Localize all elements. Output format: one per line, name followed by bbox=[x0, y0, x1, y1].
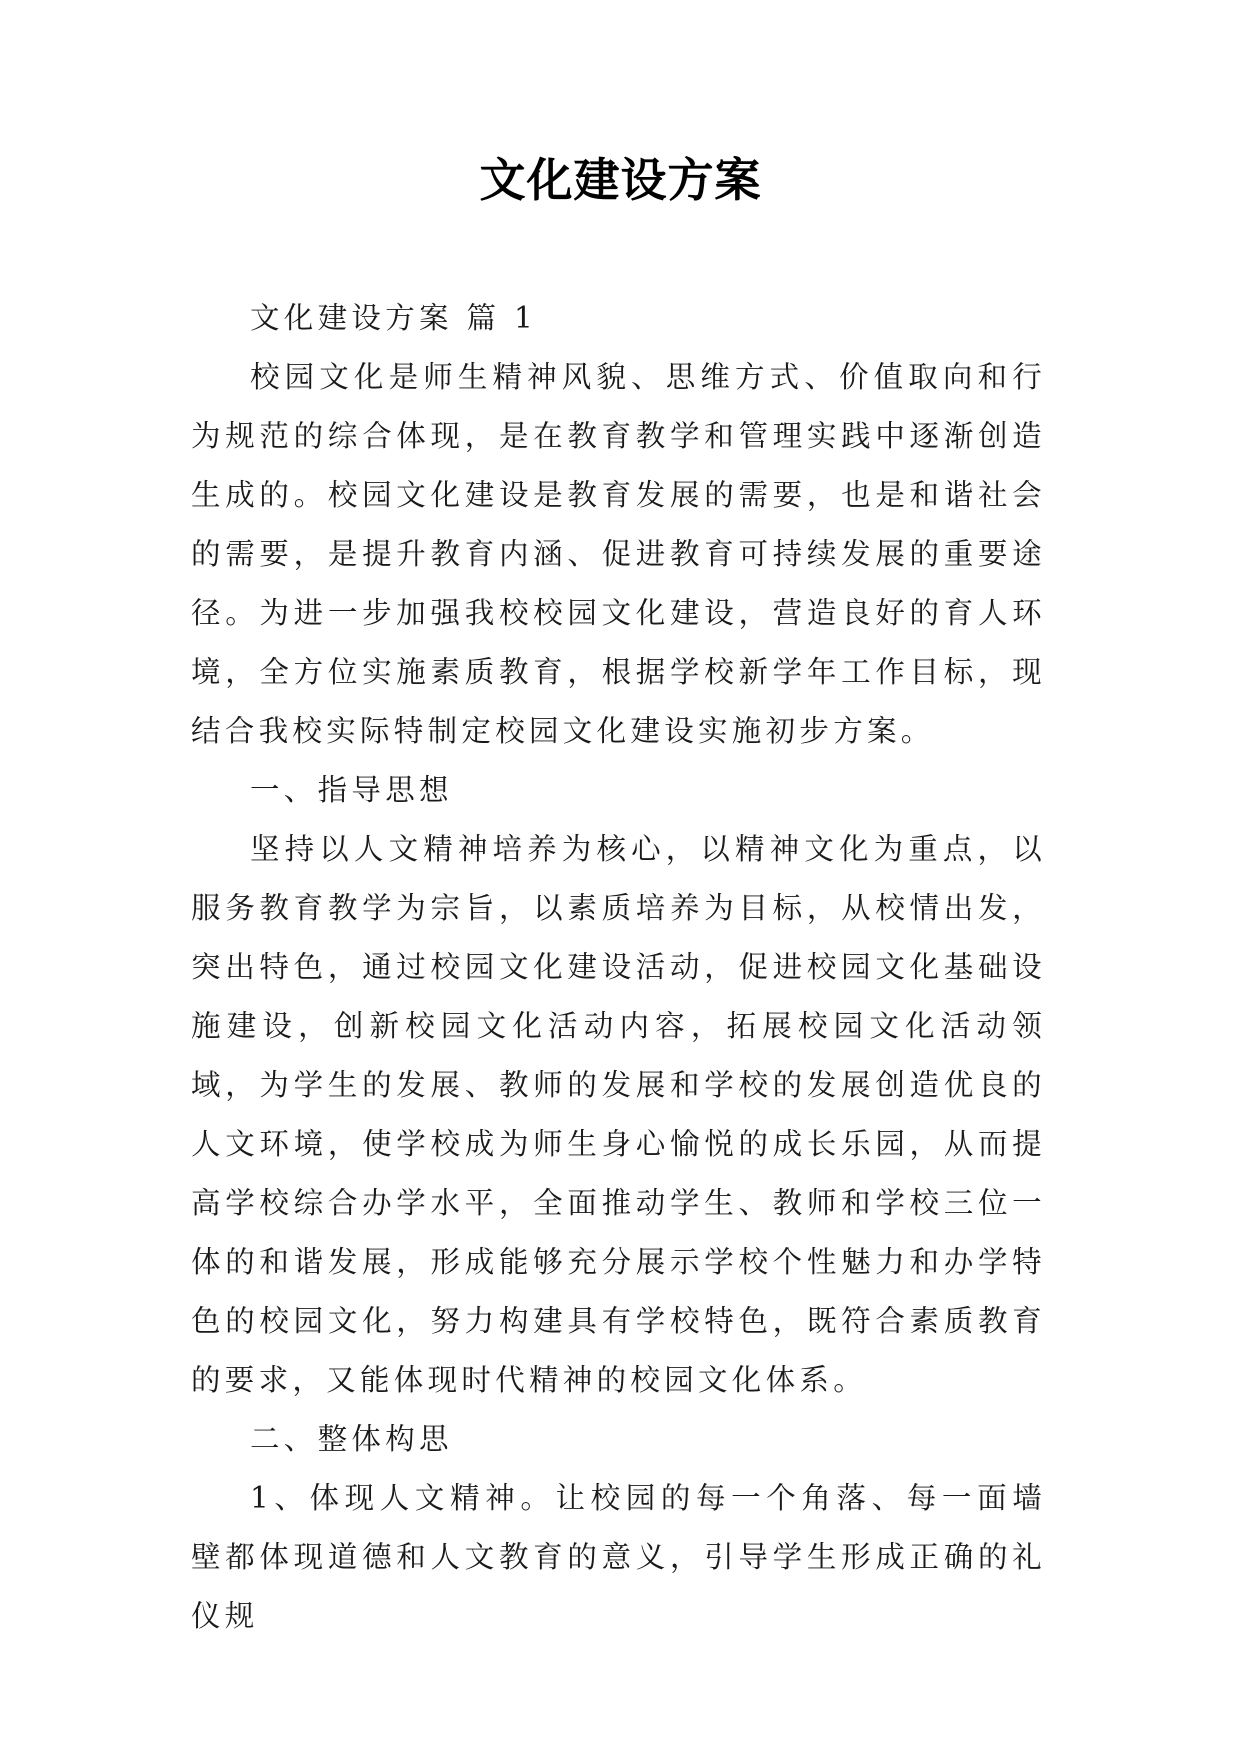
section-heading-overall-concept: 二、整体构思 bbox=[250, 1422, 453, 1456]
document-body bbox=[191, 289, 1046, 1646]
paragraph-guiding-ideology: 坚持以人文精神培养为核心，以精神文化为重点，以服务教育教学为宗旨，以素质培养为目标，从校情出发，突出特色，通过校园文化建设活动，促进校园文化基础设施建设，创新校园文化活动内容，拓展校园文化活动领域，为学生的发展、教师的发展和学校的发展创造优良的人文环境，使学校成为师生身心愉悦的成长乐园，从而提高学校综合办学水平，全面推动学生、教师和学校三位一体的和谐发展，形成能够充分展示学校个性魅力和办学特色的校园文化，努力构建具有学校特色，既符合素质教育的要求，又能体现时代精神的校园文化体系。 bbox=[191, 832, 1046, 1397]
section-heading-guiding-ideology: 一、指导思想 bbox=[250, 773, 453, 807]
section-heading-part-1: 文化建设方案 篇 1 bbox=[250, 301, 538, 335]
paragraph-humanistic-spirit: 1、体现人文精神。让校园的每一个角落、每一面墙壁都体现道德和人文教育的意义，引导学生形成正确的礼仪规 bbox=[191, 1481, 1046, 1633]
document-title: 文化建设方案 bbox=[479, 153, 762, 207]
paragraph-intro: 校园文化是师生精神风貌、思维方式、价值取向和行为规范的综合体现，是在教育教学和管理实践中逐渐创造生成的。校园文化建设是教育发展的需要，也是和谐社会的需要，是提升教育内涵、促进教育可持续发展的重要途径。为进一步加强我校校园文化建设，营造良好的育人环境，全方位实施素质教育，根据学校新学年工作目标，现结合我校实际特制定校园文化建设实施初步方案。 bbox=[191, 360, 1046, 748]
